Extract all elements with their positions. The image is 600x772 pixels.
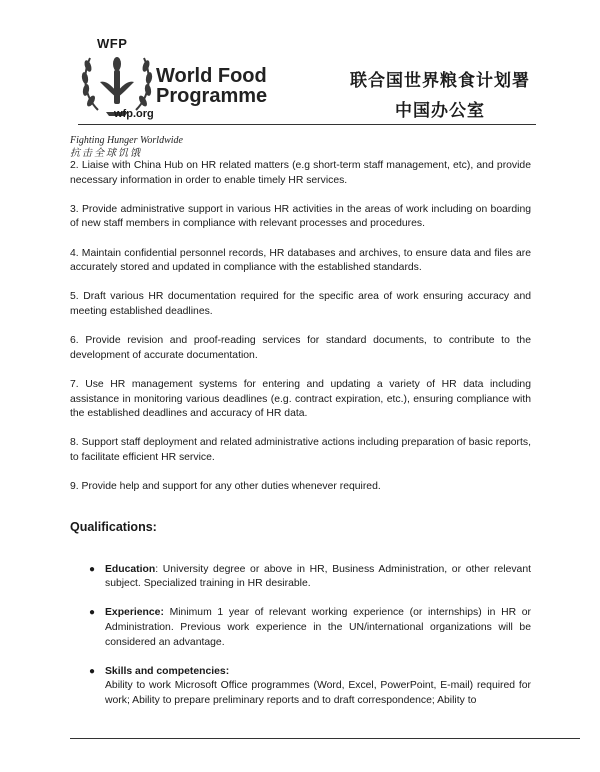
duty-item: 4. Maintain confidential personnel records, HR databases and archives, to ensure data and files are accurately stored and updated in compliance with the established standards. bbox=[70, 247, 531, 274]
footer-divider bbox=[70, 738, 580, 739]
cn-title-line2: 中国办公室 bbox=[395, 101, 485, 120]
qualification-text: Ability to work Microsoft Office programmes (Word, Excel, PowerPoint, E-mail) required for work; Ability to prepare preliminary reports and to draft correspondence; Ability to bbox=[105, 680, 531, 706]
duty-item: 5. Draft various HR documentation required for the specific area of work ensuring accuracy and meeting established deadlines. bbox=[70, 291, 531, 317]
chinese-office-title bbox=[340, 66, 540, 126]
bullet-icon: ● bbox=[89, 607, 96, 619]
duty-item: 9. Provide help and support for any other duties whenever required. bbox=[70, 481, 381, 493]
duty-item: 2. Liaise with China Hub on HR related matters (e.g short-term staff management, etc), and provide necessary information in order to enable timely HR services. bbox=[70, 160, 531, 186]
qualification-item bbox=[70, 665, 531, 709]
tagline-chinese: 抗击全球饥饿 bbox=[70, 148, 142, 159]
qualification-separator: : bbox=[155, 563, 163, 575]
qualification-label: Skills and competencies: bbox=[105, 665, 230, 677]
qualification-label: Education bbox=[105, 563, 156, 575]
duty-item: 8. Support staff deployment and related administrative actions including preparation of basic reports, to facilitate efficient HR service. bbox=[70, 437, 531, 463]
bullet-icon: ● bbox=[89, 665, 96, 677]
logo-org-name bbox=[156, 66, 267, 106]
wfp-logo bbox=[78, 36, 278, 122]
duty-item: 7. Use HR management systems for entering and updating a variety of HR data including assistance in monitoring various deadlines (e.g. contract expiration, etc.), ensuring compliance with the established deadlines and accuracy of HR data. bbox=[70, 378, 531, 420]
logo-url: wfp.org bbox=[114, 108, 154, 120]
qualification-item bbox=[70, 563, 531, 592]
document-body bbox=[70, 159, 531, 723]
duty-item: 6. Provide revision and proof-reading services for standard documents, to contribute to the development of accurate documentation. bbox=[70, 335, 531, 361]
tagline-english: Fighting Hunger Worldwide bbox=[70, 135, 183, 146]
bullet-icon: ● bbox=[89, 563, 96, 575]
cn-title-line1: 联合国世界粮食计划署 bbox=[350, 71, 530, 90]
qualifications-heading: Qualifications: bbox=[70, 519, 157, 534]
qualification-text: University degree or above in HR, Business Administration, or other relevant subject. Specialized training in HR desirable. bbox=[105, 563, 531, 590]
header-divider bbox=[78, 124, 536, 125]
wfp-abbreviation: WFP bbox=[97, 36, 128, 51]
qualification-item bbox=[70, 606, 531, 650]
tagline bbox=[70, 134, 183, 160]
qualifications-list bbox=[70, 563, 531, 709]
logo-name-line1: World Food bbox=[156, 65, 267, 87]
qualification-label: Experience: bbox=[105, 607, 164, 619]
qualification-text: Minimum 1 year of relevant working experience (or internships) in HR or Administration. Previous work experience in the UN/international organizations will be considered an advantage. bbox=[105, 607, 531, 648]
logo-name-line2: Programme bbox=[156, 85, 268, 107]
duty-item: 3. Provide administrative support in various HR activities in the areas of work including on boarding of new staff members in compliance with relevant processes and procedures. bbox=[70, 203, 531, 230]
